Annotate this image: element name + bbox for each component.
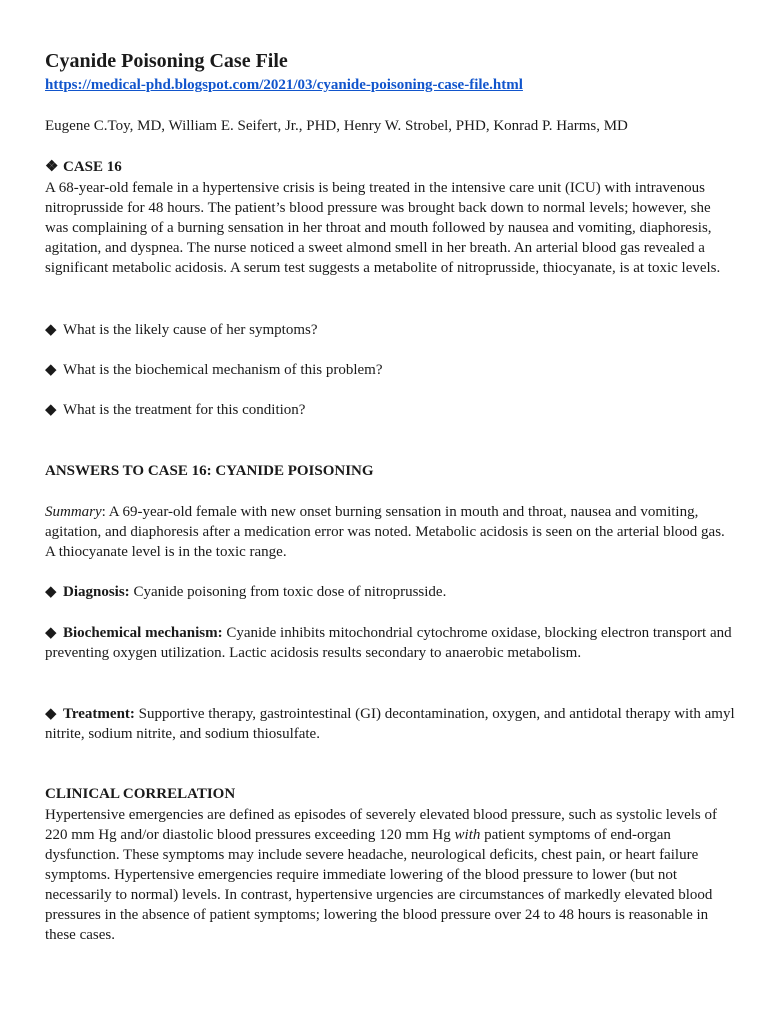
clinical-text-part: Hypertensive emergencies are defined as episodes of severely elevated blood pressure, such as systolic levels of 220 mm Hg and/or diastolic blood pressures exceeding 120 mm Hg xyxy=(45,807,717,843)
treatment-text: Supportive therapy, gastrointestinal (GI) decontamination, oxygen, and antidotal therapy with amyl nitrite, sodium nitrite, and sodium thiosulfate. xyxy=(45,706,735,742)
diamond-bullet-icon: ◆ xyxy=(45,625,57,641)
question-2 xyxy=(45,360,735,380)
diagnosis-label: Diagnosis: xyxy=(63,584,130,600)
question-text: What is the biochemical mechanism of this problem? xyxy=(63,362,383,378)
treatment-label: Treatment: xyxy=(63,706,135,722)
clinical-text xyxy=(45,805,735,945)
mechanism-label: Biochemical mechanism: xyxy=(63,625,223,641)
diamond-bullet-icon: ◆ xyxy=(45,706,57,722)
case-marker-icon: ❖ xyxy=(45,159,59,175)
diagnosis-text: Cyanide poisoning from toxic dose of nitroprusside. xyxy=(133,584,447,600)
case-heading xyxy=(45,157,735,177)
mechanism-paragraph xyxy=(45,623,735,663)
diamond-bullet-icon: ◆ xyxy=(45,322,57,338)
source-link-line xyxy=(45,75,735,95)
diamond-bullet-icon: ◆ xyxy=(45,362,57,378)
diamond-bullet-icon: ◆ xyxy=(45,584,57,600)
case-heading-text: CASE 16 xyxy=(63,159,122,175)
treatment-paragraph xyxy=(45,704,735,744)
question-1 xyxy=(45,320,735,340)
clinical-text-emphasis: with xyxy=(454,827,481,843)
clinical-heading: CLINICAL CORRELATION xyxy=(45,786,236,802)
clinical-text-part: patient symptoms of end-organ dysfunction. These symptoms may include severe headache, neurological deficits, chest pain, or heart failure symptoms. Hypertensive emergencies require immediate lowering of the blood pressure to lower (but not necessarily to normal) levels. In contrast, hypertensive urgencies are circumstances of markedly elevated blood pressures in the absence of patient symptoms; lowering the blood pressure over 24 to 48 hours is reasonable in these cases. xyxy=(45,827,713,943)
question-3 xyxy=(45,400,735,420)
mechanism-text: Cyanide inhibits mitochondrial cytochrome oxidase, blocking electron transport and preventing oxygen utilization. Lactic acidosis results secondary to anaerobic metabolism. xyxy=(45,625,732,661)
authors: Eugene C.Toy, MD, William E. Seifert, Jr., PHD, Henry W. Strobel, PHD, Konrad P. Harms, MD xyxy=(45,118,628,134)
answers-heading: ANSWERS TO CASE 16: CYANIDE POISONING xyxy=(45,463,374,479)
summary-paragraph xyxy=(45,502,735,562)
summary-label: Summary xyxy=(45,504,102,520)
diagnosis-paragraph xyxy=(45,582,735,602)
page-title: Cyanide Poisoning Case File xyxy=(45,50,288,72)
question-text: What is the treatment for this condition? xyxy=(63,402,306,418)
case-text: A 68-year-old female in a hypertensive crisis is being treated in the intensive care unit (ICU) with intravenous nitroprusside for 48 hours. The patient’s blood pressure was brought back down to normal levels; however, she was complaining of a burning sensation in her throat and mouth followed by nausea and vomiting, diaphoresis, agitation, and dyspnea. The nurse noticed a sweet almond smell in her breath. An arterial blood gas revealed a significant metabolic acidosis. A serum test suggests a metabolite of nitroprusside, thiocyanate, is at toxic levels. xyxy=(45,180,721,276)
source-link[interactable]: https://medical-phd.blogspot.com/2021/03/cyanide-poisoning-case-file.html xyxy=(45,77,523,93)
question-text: What is the likely cause of her symptoms? xyxy=(63,322,318,338)
diamond-bullet-icon: ◆ xyxy=(45,402,57,418)
summary-text: : A 69-year-old female with new onset burning sensation in mouth and throat, nausea and vomiting, agitation, and diaphoresis after a medication error was noted. Metabolic acidosis is seen on the arterial blood gas. A thiocyanate level is in the toxic range. xyxy=(45,504,725,560)
